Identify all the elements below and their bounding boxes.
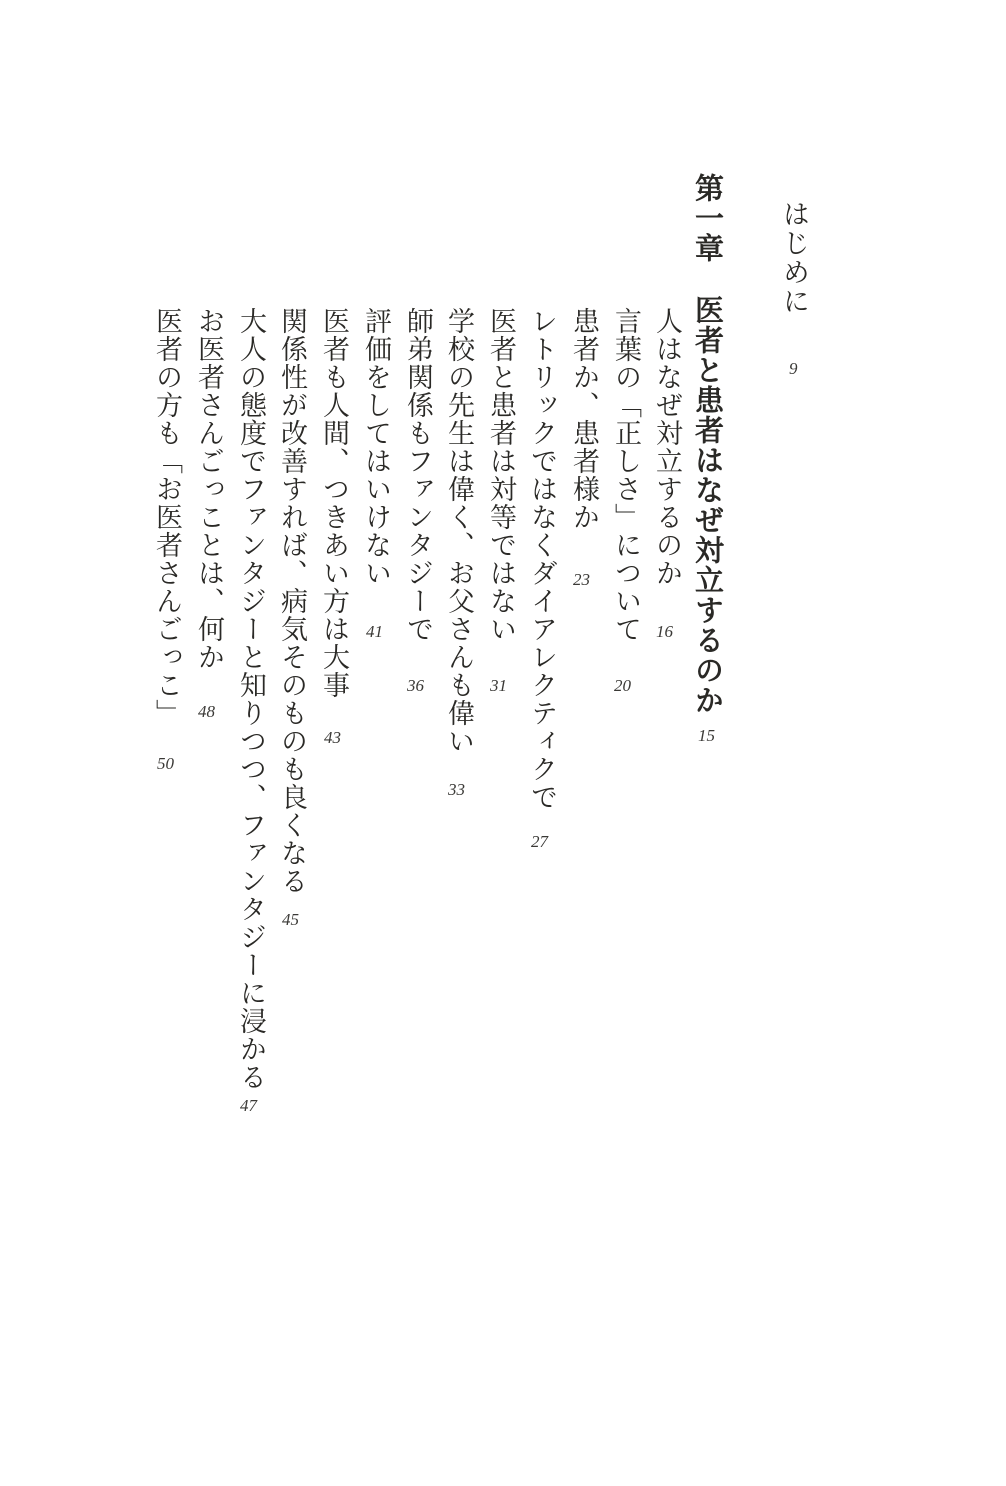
toc-intro-title: はじめに [778,200,809,316]
toc-entry-title: 医者の方も「お医者さんごっこ」 [151,307,182,727]
toc-intro-page: 9 [789,359,798,378]
toc-entry-title: 人はなぜ対立するのか [651,307,682,587]
toc-entry-title: 患者か、患者様か [568,307,599,531]
toc-entry-page: 47 [240,1096,257,1115]
toc-entry-page: 27 [531,832,548,851]
toc-entry-title: レトリックではなくダイアレクティクで [526,307,557,811]
toc-entry-title: 学校の先生は偉く、お父さんも偉い [443,307,474,755]
chapter-page: 15 [698,726,715,745]
toc-entry-title: お医者さんごっことは、何か [193,307,224,671]
toc-entry-page: 16 [656,622,673,641]
toc-entry-page: 31 [490,676,507,695]
toc-entry-page: 43 [324,728,341,747]
toc-entry-page: 45 [282,910,299,929]
toc-entry-title: 評価をしてはいけない [360,307,391,587]
toc-entry-page: 41 [366,622,383,641]
toc-entry-title: 関係性が改善すれば、病気そのものも良くなる [276,307,307,895]
toc-entry-title: 医者も人間、つきあい方は大事 [318,307,349,699]
toc-entry-page: 36 [407,676,424,695]
toc-entry-page: 33 [448,780,465,799]
toc-entry-page: 23 [573,570,590,589]
toc-entry-title: 大人の態度でファンタジーと知りつつ、ファンタジーに浸かる [235,307,266,1091]
toc-entry-title: 医者と患者は対等ではない [485,307,516,643]
toc-entry-title: 言葉の「正しさ」について [610,307,641,643]
toc-entry-page: 50 [157,754,174,773]
chapter-label: 第一章 [691,173,725,263]
toc-entry-title: 師弟関係もファンタジーで [402,307,433,643]
toc-entry-page: 20 [614,676,631,695]
chapter-heading [691,173,725,715]
toc-entry-page: 48 [198,702,215,721]
chapter-title: 医者と患者はなぜ対立するのか [691,295,725,715]
